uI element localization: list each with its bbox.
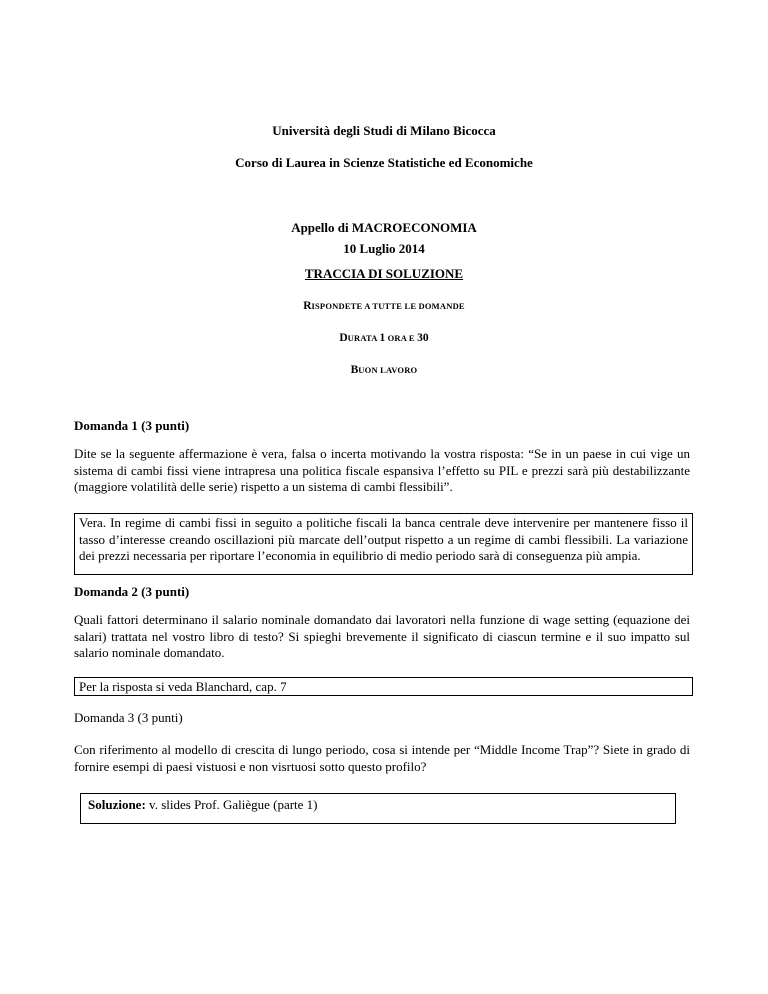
question-1-text: Dite se la seguente affermazione è vera, falsa o incerta motivando la vostra risposta: “Se in un paese in cui vige un sistema di cambi fissi viene intrapresa una politica fiscale espansiva l’effetto su PIL e prezzi sarà più destabilizzante (maggiore volatilità delle serie) rispetto a un sistema di cambi flessibili”.: [74, 446, 690, 494]
question-2-answer: Per la risposta si veda Blanchard, cap. 7: [79, 679, 287, 694]
exam-title: Appello di MACROECONOMIA: [291, 220, 477, 235]
question-3-title: Domanda 3 (3 punti): [74, 710, 183, 725]
instruction-answer-all: RISPONDETE A TUTTE LE DOMANDE: [303, 300, 465, 312]
instruction-good-work: BUON LAVORO: [350, 364, 418, 376]
instruction-duration: DURATA 1 ORA E 30: [339, 332, 429, 344]
question-3-answer-box: [80, 793, 676, 824]
question-3-answer-label: Soluzione:: [88, 797, 146, 812]
question-1-answer: Vera. In regime di cambi fissi in seguito a politiche fiscali la banca centrale deve intervenire per mantenere fisso il tasso d’interesse creando oscillazioni più marcate dell’output rispetto a un regime di cambi flessibili. La variazione dei prezzi necessaria per riportare l’economia in equilibrio di medio periodo sarà di conseguenza più ampia.: [79, 515, 688, 563]
question-2-title: Domanda 2 (3 punti): [74, 584, 190, 599]
exam-date: 10 Luglio 2014: [343, 241, 425, 256]
question-2-answer-box: [74, 677, 693, 696]
course-name: Corso di Laurea in Scienze Statistiche ed Economiche: [235, 155, 533, 170]
university-name: Università degli Studi di Milano Bicocca: [272, 123, 496, 138]
question-1-title: Domanda 1 (3 punti): [74, 418, 190, 433]
question-3-text: Con riferimento al modello di crescita di lungo periodo, cosa si intende per “Middle Income Trap”? Siete in grado di fornire esempi di paesi vistuosi e non visrtuosi sotto questo profilo?: [74, 742, 690, 774]
question-1-answer-box: [74, 513, 693, 575]
question-3-answer: v. slides Prof. Galiègue (parte 1): [145, 797, 318, 812]
solution-heading: TRACCIA DI SOLUZIONE: [304, 266, 464, 281]
question-2-text: Quali fattori determinano il salario nominale domandato dai lavoratori nella funzione di wage setting (equazione dei salari) trattata nel vostro libro di testo? Si spieghi brevemente il significato di ciascun termine e il suo impatto sul salario nominale domandato.: [74, 612, 690, 660]
